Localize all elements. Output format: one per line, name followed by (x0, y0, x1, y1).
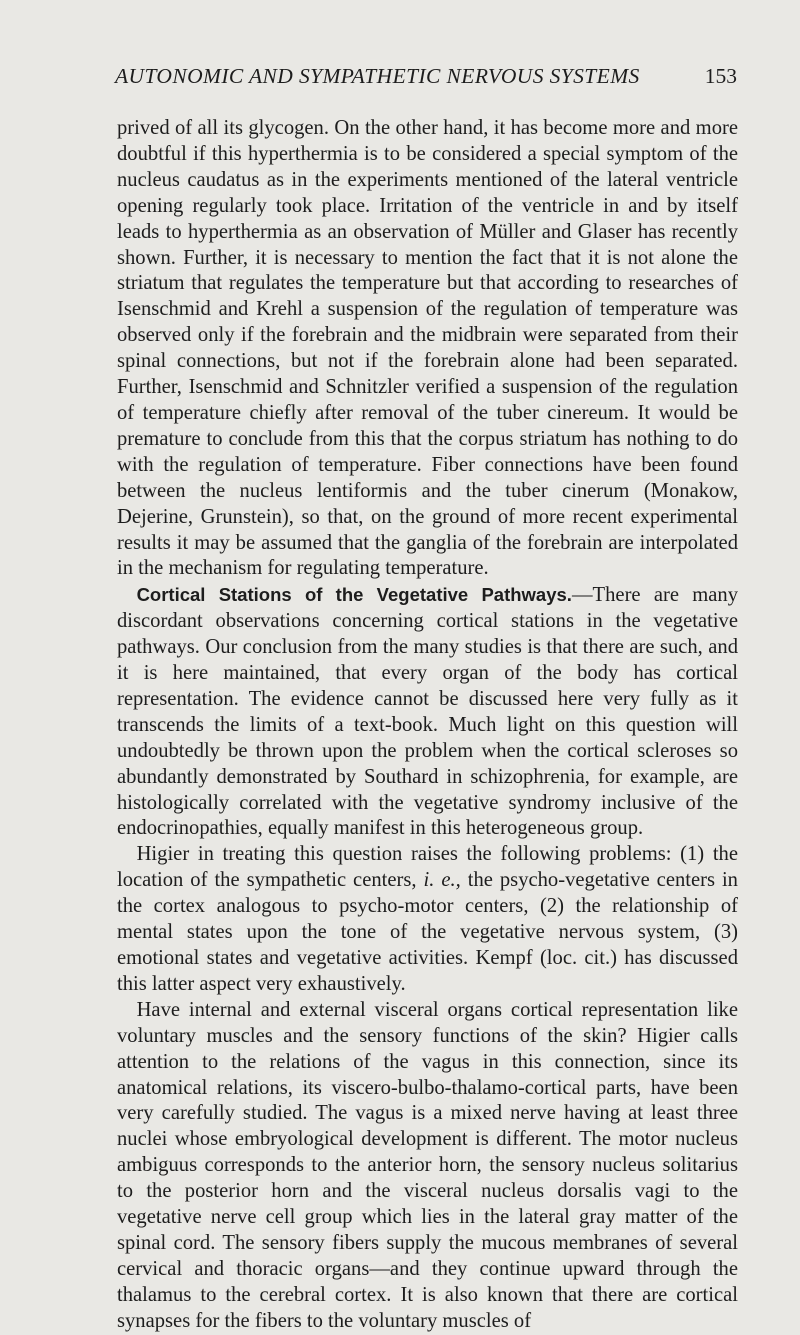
running-head-title: AUTONOMIC AND SYMPATHETIC NERVOUS SYSTEMS (115, 64, 640, 88)
paragraph-text: Higier in treating this question raises the following problems: (1) the location of the sympathetic centers, (117, 843, 738, 892)
paragraph-visceral-organs: Have internal and external visceral organs cortical representation like voluntary muscles and the sensory functions of the skin? Higier calls attention to the relations of the vagus in this connection, since its anatomical relations, its viscero-bulbo-thalamo-cortical parts, have been very carefully studied. The vagus is a mixed nerve having at least three nuclei whose embryological development is different. The motor nucleus ambiguus corresponds to the anterior horn, the sensory nucleus solitarius to the posterior horn and the visceral nucleus dorsalis vagi to the vegetative nerve cell group which lies in the lateral gray matter of the spinal cord. The sensory fibers supply the mucous membranes of several cervical and thoracic organs—and they continue upward through the thalamus to the cerebral cortex. It is also known that there are cortical synapses for the fibers to the voluntary muscles of (117, 998, 738, 1332)
paragraph-higier (117, 842, 738, 997)
paragraph-text: the psycho-vegetative centers in the cortex analogous to psycho-motor centers, (2) the relationship of mental states upon the tone of the vegetative nervous system, (3) emotional states and vegetative activities. Kempf (loc. cit.) has discussed this latter aspect very exhaustively. (117, 869, 738, 995)
paragraph-cortical-stations (117, 582, 738, 842)
emphasis-ie: i. e., (423, 869, 461, 892)
section-heading: Cortical Stations of the Vegetative Pathways. (136, 584, 572, 606)
body-text (117, 116, 738, 1335)
paragraph-continuation: prived of all its glycogen. On the other hand, it has become more and more doubtful if this hyperthermia is to be considered a special symptom of the nucleus caudatus as in the experiments mentioned of the lateral ventricle opening regularly took place. Irritation of the ventricle in and by itself leads to hyperthermia as an observation of Müller and Glaser has recently shown. Further, it is necessary to mention the fact that it is not alone the striatum that regulates the temperature but that according to researches of Isenschmid and Krehl a suspension of the regulation of temperature was observed only if the forebrain and the midbrain were separated from their spinal connections, but not if the forebrain alone had been separated. Further, Isenschmid and Schnitzler verified a suspension of the regulation of temperature chiefly after removal of the tuber cinereum. It would be premature to conclude from this that the corpus striatum has nothing to do with the regulation of temperature. Fiber connections have been found between the nucleus lentiformis and the tuber cinerum (Monakow, Dejerine, Grunstein), so that, on the ground of more recent experimental results it may be assumed that the ganglia of the forebrain are interpolated in the mechanism for regulating temperature. (117, 117, 738, 580)
running-head (115, 64, 737, 89)
paragraph-text: —There are many discordant observations concerning cortical stations in the vegetative pathways. Our conclusion from the many studies is that there are such, and it is here maintained, that every organ of the body has cortical representation. The evidence cannot be discussed here very fully as it transcends the limits of a text-book. Much light on this question will undoubtedly be thrown upon the problem when the cortical scleroses so abundantly demonstrated by Southard in schizophrenia, for example, are histologically correlated with the vegetative syndromy inclusive of the endocrinopathies, equally manifest in this heterogeneous group. (117, 584, 738, 840)
page-number: 153 (704, 64, 737, 88)
